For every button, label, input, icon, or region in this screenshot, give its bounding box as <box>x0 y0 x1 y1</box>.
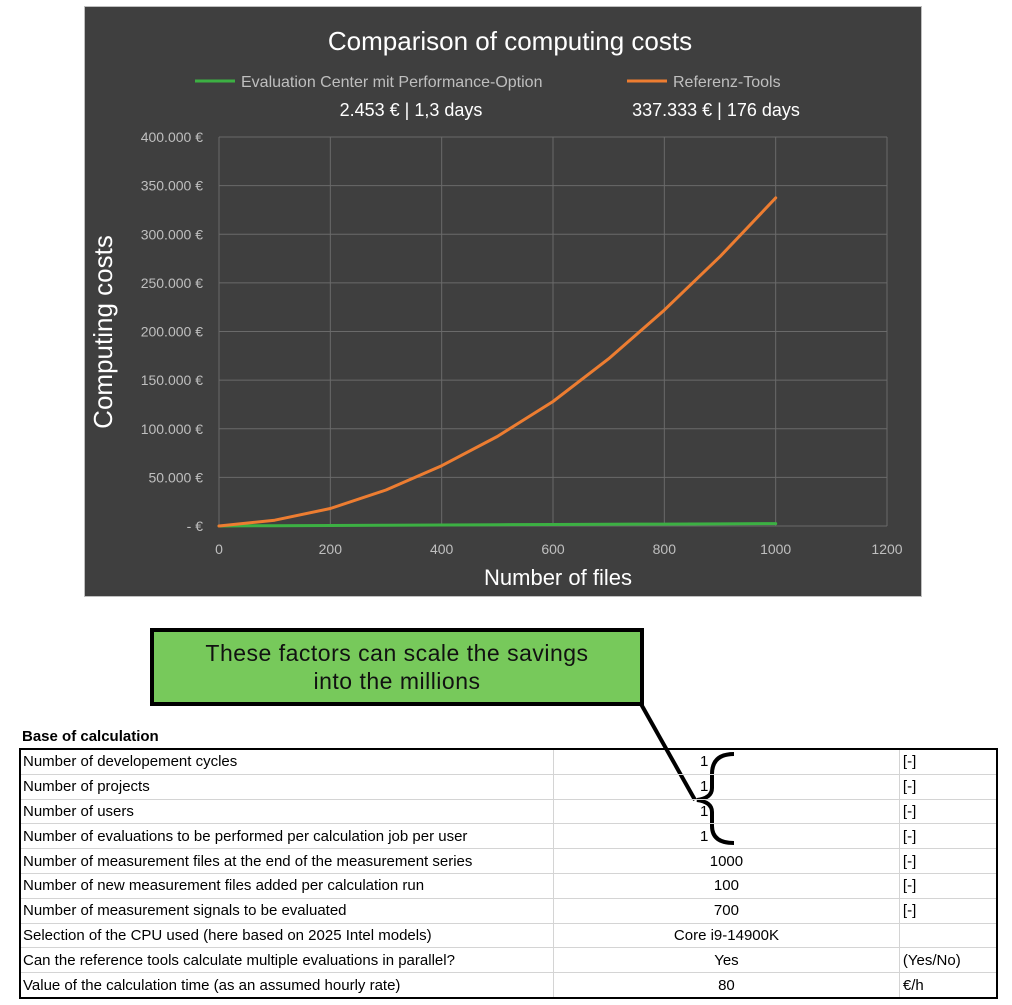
row-unit: [-] <box>899 774 997 799</box>
y-tick-label: 250.000 € <box>140 274 203 291</box>
x-axis-ticks <box>215 541 903 557</box>
row-value: 1 <box>553 774 899 799</box>
x-tick-label: 1000 <box>760 541 792 557</box>
row-label: Can the reference tools calculate multiple evaluations in parallel? <box>20 948 553 973</box>
row-value: 1 <box>553 824 899 849</box>
y-tick-label: 100.000 € <box>140 420 203 437</box>
table-row <box>20 873 997 898</box>
row-label: Number of projects <box>20 774 553 799</box>
row-label: Number of developement cycles <box>20 749 553 774</box>
table-row <box>20 799 997 824</box>
x-axis-label: Number of files <box>484 565 632 590</box>
callout-text: These factors can scale the savings into the millions <box>205 640 589 694</box>
row-value: 1 <box>553 799 899 824</box>
row-label: Number of measurement files at the end of the measurement series <box>20 849 553 874</box>
legend <box>195 74 800 120</box>
x-tick-label: 800 <box>652 541 677 557</box>
legend-label-evaluation-center: Evaluation Center mit Performance-Option <box>241 74 543 91</box>
calculation-table <box>19 748 998 999</box>
summary-referenz-tools: 337.333 € | 176 days <box>632 100 800 120</box>
table-row <box>20 849 997 874</box>
y-tick-label: 200.000 € <box>140 323 203 340</box>
row-value: 1 <box>553 749 899 774</box>
row-label: Number of users <box>20 799 553 824</box>
summary-evaluation-center: 2.453 € | 1,3 days <box>339 100 483 120</box>
chart-panel <box>84 6 922 597</box>
x-tick-label: 1200 <box>871 541 903 557</box>
row-value: Yes <box>553 948 899 973</box>
row-label: Number of measurement signals to be evaluated <box>20 898 553 923</box>
y-tick-label: 300.000 € <box>140 226 203 243</box>
y-axis-ticks <box>141 129 204 534</box>
table-row <box>20 774 997 799</box>
row-value: 100 <box>553 873 899 898</box>
y-axis-label: Computing costs <box>88 235 118 429</box>
table-title: Base of calculation <box>22 728 159 745</box>
y-tick-label: 400.000 € <box>140 129 203 145</box>
table-row <box>20 923 997 948</box>
row-label: Value of the calculation time (as an assumed hourly rate) <box>20 973 553 998</box>
table-row <box>20 898 997 923</box>
row-unit: €/h <box>899 973 997 998</box>
row-label: Selection of the CPU used (here based on 2025 Intel models) <box>20 923 553 948</box>
row-value: 700 <box>553 898 899 923</box>
x-tick-label: 400 <box>429 541 454 557</box>
row-unit: (Yes/No) <box>899 948 997 973</box>
series-line-referenz-tools <box>219 198 776 526</box>
x-tick-label: 0 <box>215 541 223 557</box>
row-unit: [-] <box>899 749 997 774</box>
row-unit: [-] <box>899 873 997 898</box>
y-tick-label: 50.000 € <box>148 469 203 486</box>
row-unit: [-] <box>899 849 997 874</box>
table-row <box>20 749 997 774</box>
y-tick-label: 350.000 € <box>140 177 203 194</box>
row-label: Number of evaluations to be performed per calculation job per user <box>20 824 553 849</box>
x-tick-label: 600 <box>541 541 565 557</box>
x-tick-label: 200 <box>318 541 343 557</box>
table-row <box>20 948 997 973</box>
table-row <box>20 973 997 998</box>
row-unit <box>899 923 997 948</box>
table-row <box>20 824 997 849</box>
row-value: Core i9-14900K <box>553 923 899 948</box>
line-chart <box>85 7 923 598</box>
row-value: 80 <box>553 973 899 998</box>
legend-label-referenz-tools: Referenz-Tools <box>673 74 781 91</box>
y-tick-label: - € <box>186 518 203 534</box>
row-unit: [-] <box>899 824 997 849</box>
row-value: 1000 <box>553 849 899 874</box>
y-tick-label: 150.000 € <box>140 372 203 389</box>
series-lines <box>219 198 776 526</box>
row-unit: [-] <box>899 799 997 824</box>
chart-title: Comparison of computing costs <box>327 26 693 56</box>
savings-callout <box>150 628 644 706</box>
row-unit: [-] <box>899 898 997 923</box>
row-label: Number of new measurement files added per calculation run <box>20 873 553 898</box>
gridlines <box>219 137 887 526</box>
